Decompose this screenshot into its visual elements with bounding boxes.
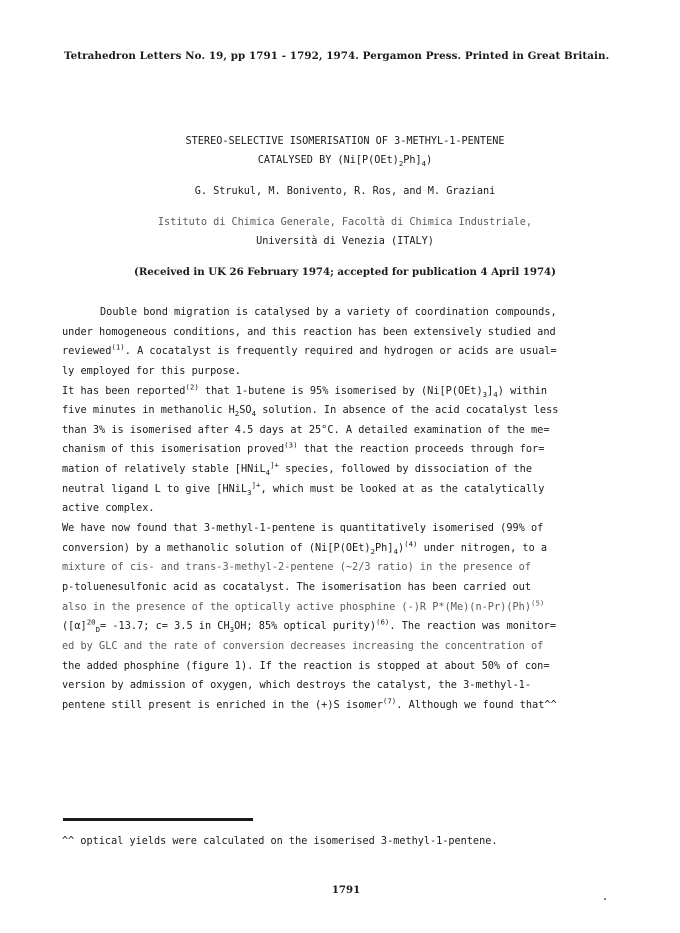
body-line: also in the presence of the optically active phosphine (-)R $P*(Me)(n-Pr)(Ph)^{(5)}$ bbox=[62, 598, 545, 613]
body-line: the added phosphine (figure 1). If the reaction is stopped at about 50% of con= bbox=[62, 659, 550, 672]
affiliation-line-2: Università di Venezia (ITALY) bbox=[256, 236, 434, 247]
body-line: active complex. bbox=[62, 502, 155, 515]
footnote: ^^ optical yields were calculated on the isomerised 3-methyl-1-pentene. bbox=[62, 836, 498, 847]
title-line-1: STEREO-SELECTIVE ISOMERISATION OF 3-METHYL-1-PENTENE bbox=[185, 136, 505, 147]
received-dates: (Received in UK 26 February 1974; accepted for publication 4 April 1974) bbox=[134, 266, 556, 278]
body-line: version by admission of oxygen, which destroys the catalyst, the 3-methyl-1- bbox=[62, 679, 531, 692]
body-line: chanism of this isomerisation proved$^{(3)}$ that the reaction proceeds through for= bbox=[62, 441, 545, 456]
body-line: than 3% is isomerised after 4.5 days at 25°C. A detailed examination of the me= bbox=[62, 423, 550, 436]
scan-speck bbox=[604, 898, 606, 900]
body-line: neutral ligand L to give [HNiL$_3$]+, which must be looked at as the catalytically bbox=[62, 480, 545, 497]
footnote-rule bbox=[63, 818, 253, 821]
body-line: ed by GLC and the rate of conversion decreases increasing the concentration of bbox=[62, 639, 544, 652]
body-line: pentene still present is enriched in the (+)S isomer$^{(7)}$. Although we found that^^ bbox=[62, 696, 557, 711]
body-line: Double bond migration is catalysed by a variety of coordination compounds, bbox=[100, 306, 557, 318]
body-line: mixture of cis- and trans-3-methyl-2-pentene (~2/3 ratio) in the presence of bbox=[62, 561, 531, 574]
affiliation-line-1: Istituto di Chimica Generale, Facoltà di Chimica Industriale, bbox=[157, 217, 533, 228]
body-line: five minutes in methanolic $H_2SO_4$ solution. In absence of the acid cocatalyst less bbox=[62, 404, 559, 419]
body-line: under homogeneous conditions, and this reaction has been extensively studied and bbox=[62, 325, 556, 338]
body-line: reviewed$^{(1)}$. A cocatalyst is frequently required and hydrogen or acids are usual= bbox=[62, 342, 557, 358]
body-line: conversion) by a methanolic solution of $(Ni[P(OEt)_2Ph]_4)^{(4)}$ under nitrogen, to a bbox=[62, 539, 548, 556]
body-line: We have now found that 3-methyl-1-pentene is quantitatively isomerised (99% of bbox=[62, 522, 544, 535]
body-line: p-toluenesulfonic acid as cocatalyst. The isomerisation has been carried out bbox=[62, 580, 531, 593]
body-line: It has been reported$^{(2)}$ that 1-butene is 95% isomerised by $(Ni[P(OEt)_3]_4)$ within bbox=[62, 382, 548, 399]
journal-header: Tetrahedron Letters No. 19, pp 1791 - 1792, 1974. Pergamon Press. Printed in Great Britain. bbox=[64, 50, 610, 62]
body-text bbox=[62, 303, 622, 715]
title-line-2: CATALYSED BY $(Ni[P(OEt)_2Ph]_4)$ bbox=[257, 155, 433, 169]
body-line: mation of relatively stable [HNiL$_4$]+ species, followed by dissociation of the bbox=[62, 460, 533, 478]
body-line: ($[\alpha]^{20}_D= -13.7$; c= 3.5 in $CH_3OH$; 85% optical purity)$^{(6)}$. The reaction was monitor= bbox=[62, 617, 557, 635]
authors: G. Strukul, M. Bonivento, R. Ros, and M. Graziani bbox=[194, 186, 496, 197]
body-line: ly employed for this purpose. bbox=[62, 364, 241, 377]
page-number: 1791 bbox=[331, 884, 361, 896]
